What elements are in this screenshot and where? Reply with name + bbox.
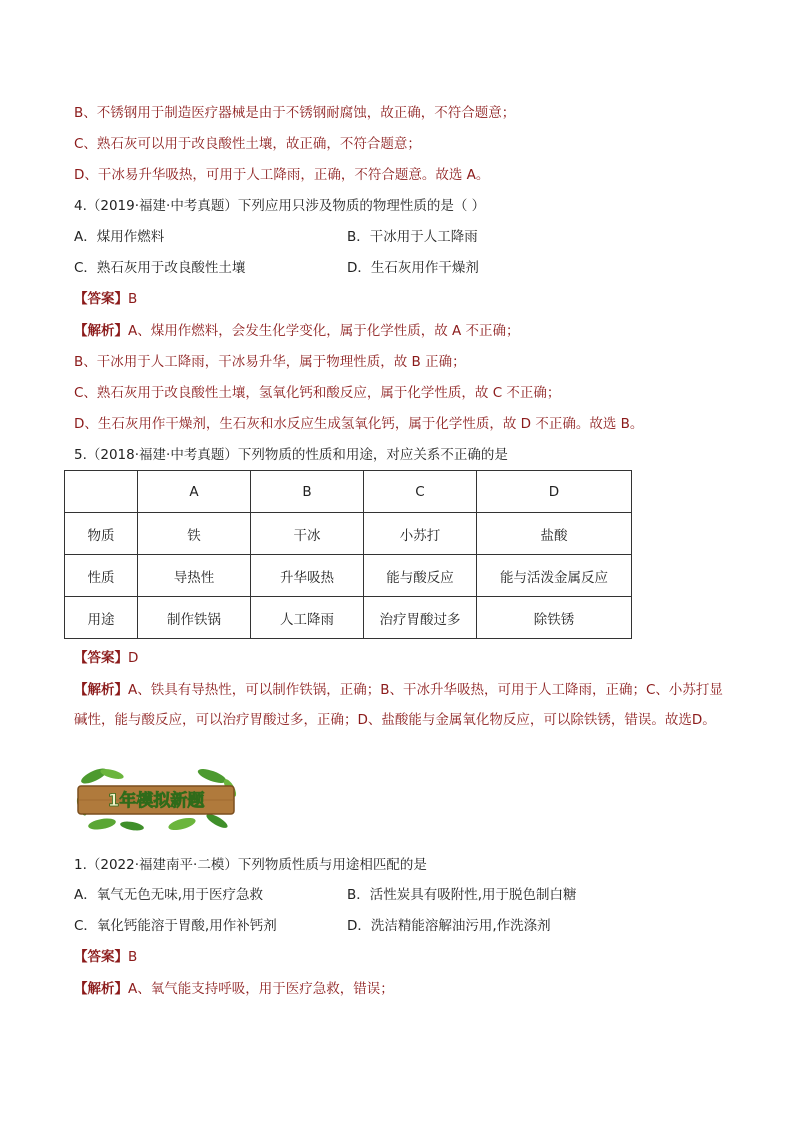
analysis-paragraph (74, 675, 724, 735)
table-cell: 能与活泼金属反应 (477, 555, 632, 597)
option-d: D．生石灰用作干燥剂 (347, 260, 479, 276)
table-cell: 能与酸反应 (364, 555, 477, 597)
table-cell: 导热性 (138, 555, 251, 597)
table-cell: C (364, 471, 477, 513)
option-c: C．熟石灰用于改良酸性土壤 (74, 260, 246, 276)
answer-line (74, 648, 138, 668)
table-cell: 用途 (65, 597, 138, 639)
banner-title: 1年模拟新题 (107, 791, 205, 811)
option-b: B．活性炭具有吸附性,用于脱色制白糖 (347, 887, 577, 903)
table-cell: 物质 (65, 513, 138, 555)
table-cell: 除铁锈 (477, 597, 632, 639)
table-cell: 人工降雨 (251, 597, 364, 639)
table-cell: B (251, 471, 364, 513)
question-stem: 4.（2019·福建·中考真题）下列应用只涉及物质的物理性质的是（ ） (74, 198, 486, 214)
analysis-line: D、生石灰用作干燥剂，生石灰和水反应生成氢氧化钙，属于化学性质，故 D 不正确。故选 B。 (74, 416, 644, 432)
option-d: D．洗洁精能溶解油污用,作洗涤剂 (347, 918, 551, 934)
properties-table (64, 470, 632, 639)
answer-value: B (128, 949, 138, 965)
option-a: A．氧气无色无味,用于医疗急救 (74, 887, 264, 903)
answer-tag: 【答案】 (74, 949, 128, 965)
table-cell: 干冰 (251, 513, 364, 555)
explanation-line: D、干冰易升华吸热，可用于人工降雨，正确，不符合题意。故选 A。 (74, 167, 490, 183)
answer-tag: 【答案】 (74, 650, 128, 666)
table-row (65, 513, 632, 555)
table-row (65, 597, 632, 639)
option-b: B．干冰用于人工降雨 (347, 229, 478, 245)
table-cell: 性质 (65, 555, 138, 597)
answer-value: D (128, 650, 139, 666)
explanation-line: B、不锈钢用于制造医疗器械是由于不锈钢耐腐蚀，故正确，不符合题意； (74, 105, 516, 121)
analysis-text: A、铁具有导热性，可以制作铁锅，正确；B、干冰升华吸热，可用于人工降雨，正确；C、小苏打显碱性，能与酸反应，可以治疗胃酸过多，正确；D、盐酸能与金属氧化物反应，可以除铁锈，错误。故选D。 (74, 682, 723, 728)
answer-tag: 【答案】 (74, 291, 128, 307)
analysis-line (74, 321, 520, 341)
analysis-line: C、熟石灰用于改良酸性土壤，氢氧化钙和酸反应，属于化学性质，故 C 不正确； (74, 385, 561, 401)
table-cell: A (138, 471, 251, 513)
table-header-row (65, 471, 632, 513)
answer-line (74, 947, 137, 967)
section-banner (72, 766, 240, 832)
question-stem: 1.（2022·福建南平·二模）下列物质性质与用途相匹配的是 (74, 857, 427, 873)
analysis-line (74, 979, 394, 999)
option-a: A．煤用作燃料 (74, 229, 165, 245)
analysis-tag: 【解析】 (74, 682, 128, 698)
answer-line (74, 289, 137, 309)
option-c: C．氧化钙能溶于胃酸,用作补钙剂 (74, 918, 277, 934)
table-cell: 升华吸热 (251, 555, 364, 597)
analysis-text: A、煤用作燃料，会发生化学变化，属于化学性质，故 A 不正确； (128, 323, 520, 339)
analysis-text: A、氧气能支持呼吸，用于医疗急救，错误； (128, 981, 394, 997)
analysis-tag: 【解析】 (74, 981, 128, 997)
table-row (65, 555, 632, 597)
table-cell: 制作铁锅 (138, 597, 251, 639)
table-cell: 铁 (138, 513, 251, 555)
table-cell: 治疗胃酸过多 (364, 597, 477, 639)
table-cell: D (477, 471, 632, 513)
table-cell: 盐酸 (477, 513, 632, 555)
table-cell: 小苏打 (364, 513, 477, 555)
question-stem: 5.（2018·福建·中考真题）下列物质的性质和用途，对应关系不正确的是 (74, 447, 508, 463)
analysis-tag: 【解析】 (74, 323, 128, 339)
table-cell (65, 471, 138, 513)
answer-value: B (128, 291, 138, 307)
explanation-line: C、熟石灰可以用于改良酸性土壤，故正确，不符合题意； (74, 136, 421, 152)
analysis-line: B、干冰用于人工降雨，干冰易升华，属于物理性质，故 B 正确； (74, 354, 466, 370)
